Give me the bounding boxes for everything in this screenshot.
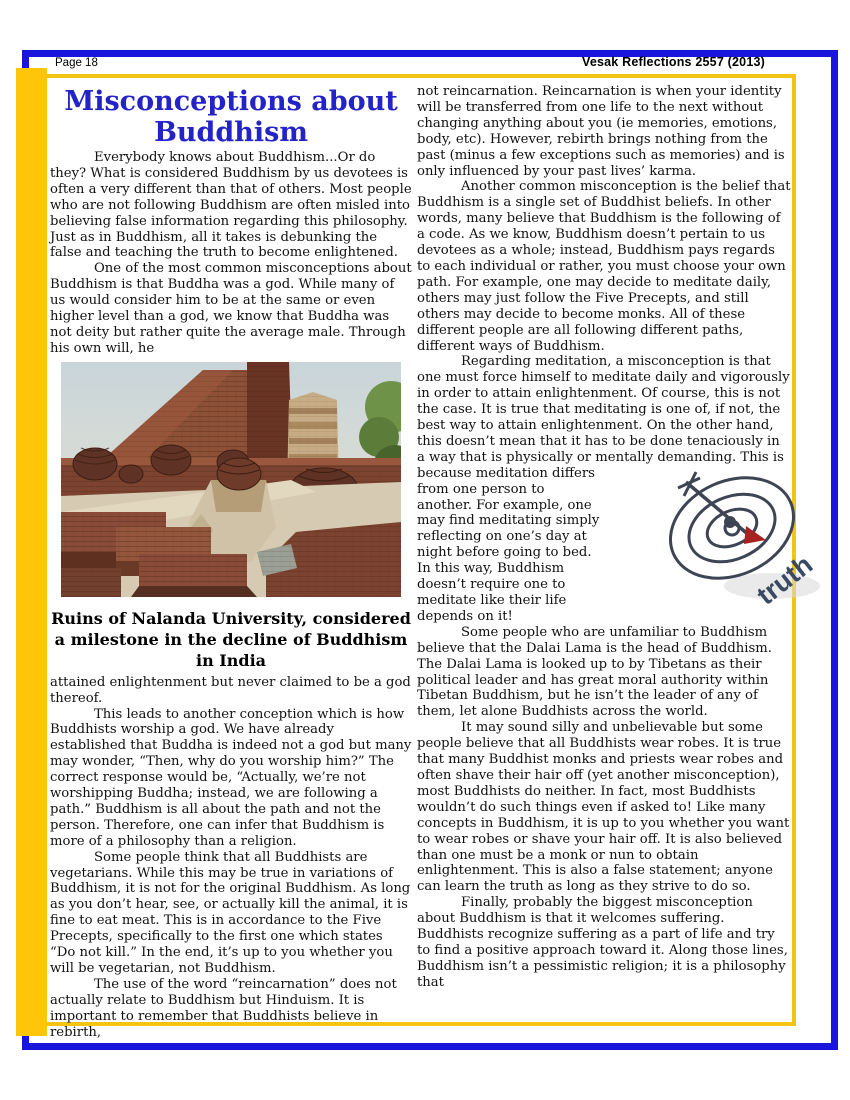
paragraph: It may sound silly and unbelievable but some people believe that all Buddhists wear robes. It is true that many Buddhist monks and priests wear robes and often shave their hair off (yet another misconception), most Buddhists do neither. In fact, most Buddhists wouldn’t do such things even if asked to! Like many concepts in Buddhism, it is up to you whether you want to wear robes or shave your hair off. It is also believed than one must be a monk or nun to obtain enlightenment. This is also a false statement; anyone can learn the truth as long as they strive to do so. xyxy=(417,720,790,895)
paragraph: The use of the word “reincarnation” does not actually relate to Buddhism but Hinduism. It is important to remember that Buddhists believe in rebirth, xyxy=(50,976,397,1040)
truth-target-image xyxy=(606,466,819,618)
paragraph: Some people think that all Buddhists are vegetarians. While this may be true in variations of Buddhism, it is not for the original Buddhism. As long as you don’t hear, see, or actually kill the animal, it is fine to eat meat. This is in accordance to the Five Precepts, specifically to the first one which states “Do not kill.” In the end, it’s up to you whether you will be vegetarian, not Buddhism. xyxy=(50,849,411,976)
paragraph-text: differs from one person to another. For example, one may find meditating simply reflecting on one’s day at night before going to bed. In this way, Buddhism doesn’t require one to meditate like their life depends on it! xyxy=(417,465,600,624)
article-title: Misconceptions about Buddhism xyxy=(64,86,398,148)
paragraph: attained enlightenment but never claimed to be a god thereof. xyxy=(50,674,411,706)
nalanda-ruins-illustration xyxy=(61,362,401,597)
paragraph: This leads to another conception which is how Buddhists worship a god. We have already established that Buddha is indeed not a god but many may wonder, “Then, why do you worship him?” The correct response would be, “Actually, we’re not worshipping Buddha; instead, we are following a path.” Buddhism is all about the path and not the person. Therefore, one can infer that Buddhism is more of a philosophy than a religion. xyxy=(50,706,412,849)
paragraph: One of the most common misconceptions about Buddhism is that Buddha was a god. While many of us would consider him to be at the same or even higher level than a god, we know that Buddha was not deity but rather quite the average male. Through his own will, he xyxy=(50,261,412,356)
truth-label: truth xyxy=(751,548,819,611)
paragraph-with-graphic xyxy=(417,354,819,624)
left-gold-bar xyxy=(16,68,47,1036)
journal-title: Vesak Reflections 2557 (2013) xyxy=(582,55,765,69)
paragraph: Finally, probably the biggest misconception about Buddhism is that it welcomes suffering. Buddhists recognize suffering as a part of life and try to find a positive approach toward it. Along those lines, Buddhism isn’t a pessimistic religion; it is a philosophy that xyxy=(417,895,788,990)
paragraph: Another common misconception is the belief that Buddhism is a single set of Buddhist beliefs. In other words, many believe that Buddhism is the following of a code. As we know, Buddhism doesn’t pertain to us devotees as a whole; instead, Buddhism pays regards to each individual or rather, you must choose your own path. For example, one may decide to meditate daily, others may just follow the Five Precepts, and still others may decide to become monks. All of these different people are all following different paths, different ways of Buddhism. xyxy=(417,179,791,354)
page-header xyxy=(55,55,765,69)
paragraph: Everybody knows about Buddhism...Or do they? What is considered Buddhism by us devotees is often a very different than that of others. Most people who are not following Buddhism are often misled into believing false information regarding this philosophy. Just as in Buddhism, all it takes is debunking the false and teaching the truth to become enlightened. xyxy=(50,150,412,261)
right-column xyxy=(417,84,819,991)
paragraph-text: Regarding meditation, a misconception is that one must force himself to meditate daily and vigorously in order to attain enlightenment. Of course, this is not the case. It is true that meditating is one of, if not, the best way to attain enlightenment. On the other hand, this doesn’t mean that it has to be done tenaciously in a way that is physically or mentally demanding. This is because meditation xyxy=(417,354,790,481)
page-number: Page 18 xyxy=(55,57,98,69)
photo-caption: Ruins of Nalanda University, considered a milestone in the decline of Buddhism in India xyxy=(51,608,411,670)
paragraph: Some people who are unfamiliar to Buddhism believe that the Dalai Lama is the head of Buddhism. The Dalai Lama is looked up to by Tibetans as their political leader and has great moral authority within Tibetan Buddhism, but he isn’t the leader of any of them, let alone Buddhists across the world. xyxy=(417,624,772,720)
paragraph: not reincarnation. Reincarnation is when your identity will be transferred from one life to the next without changing anything about you (ie memories, emotions, body, etc). However, rebirth brings nothing from the past (minus a few exceptions such as memories) and is only influenced by your past lives’ karma. xyxy=(417,84,785,179)
left-column xyxy=(50,86,412,1041)
truth-dart-illustration xyxy=(650,466,835,618)
nalanda-ruins-photo xyxy=(50,362,412,602)
